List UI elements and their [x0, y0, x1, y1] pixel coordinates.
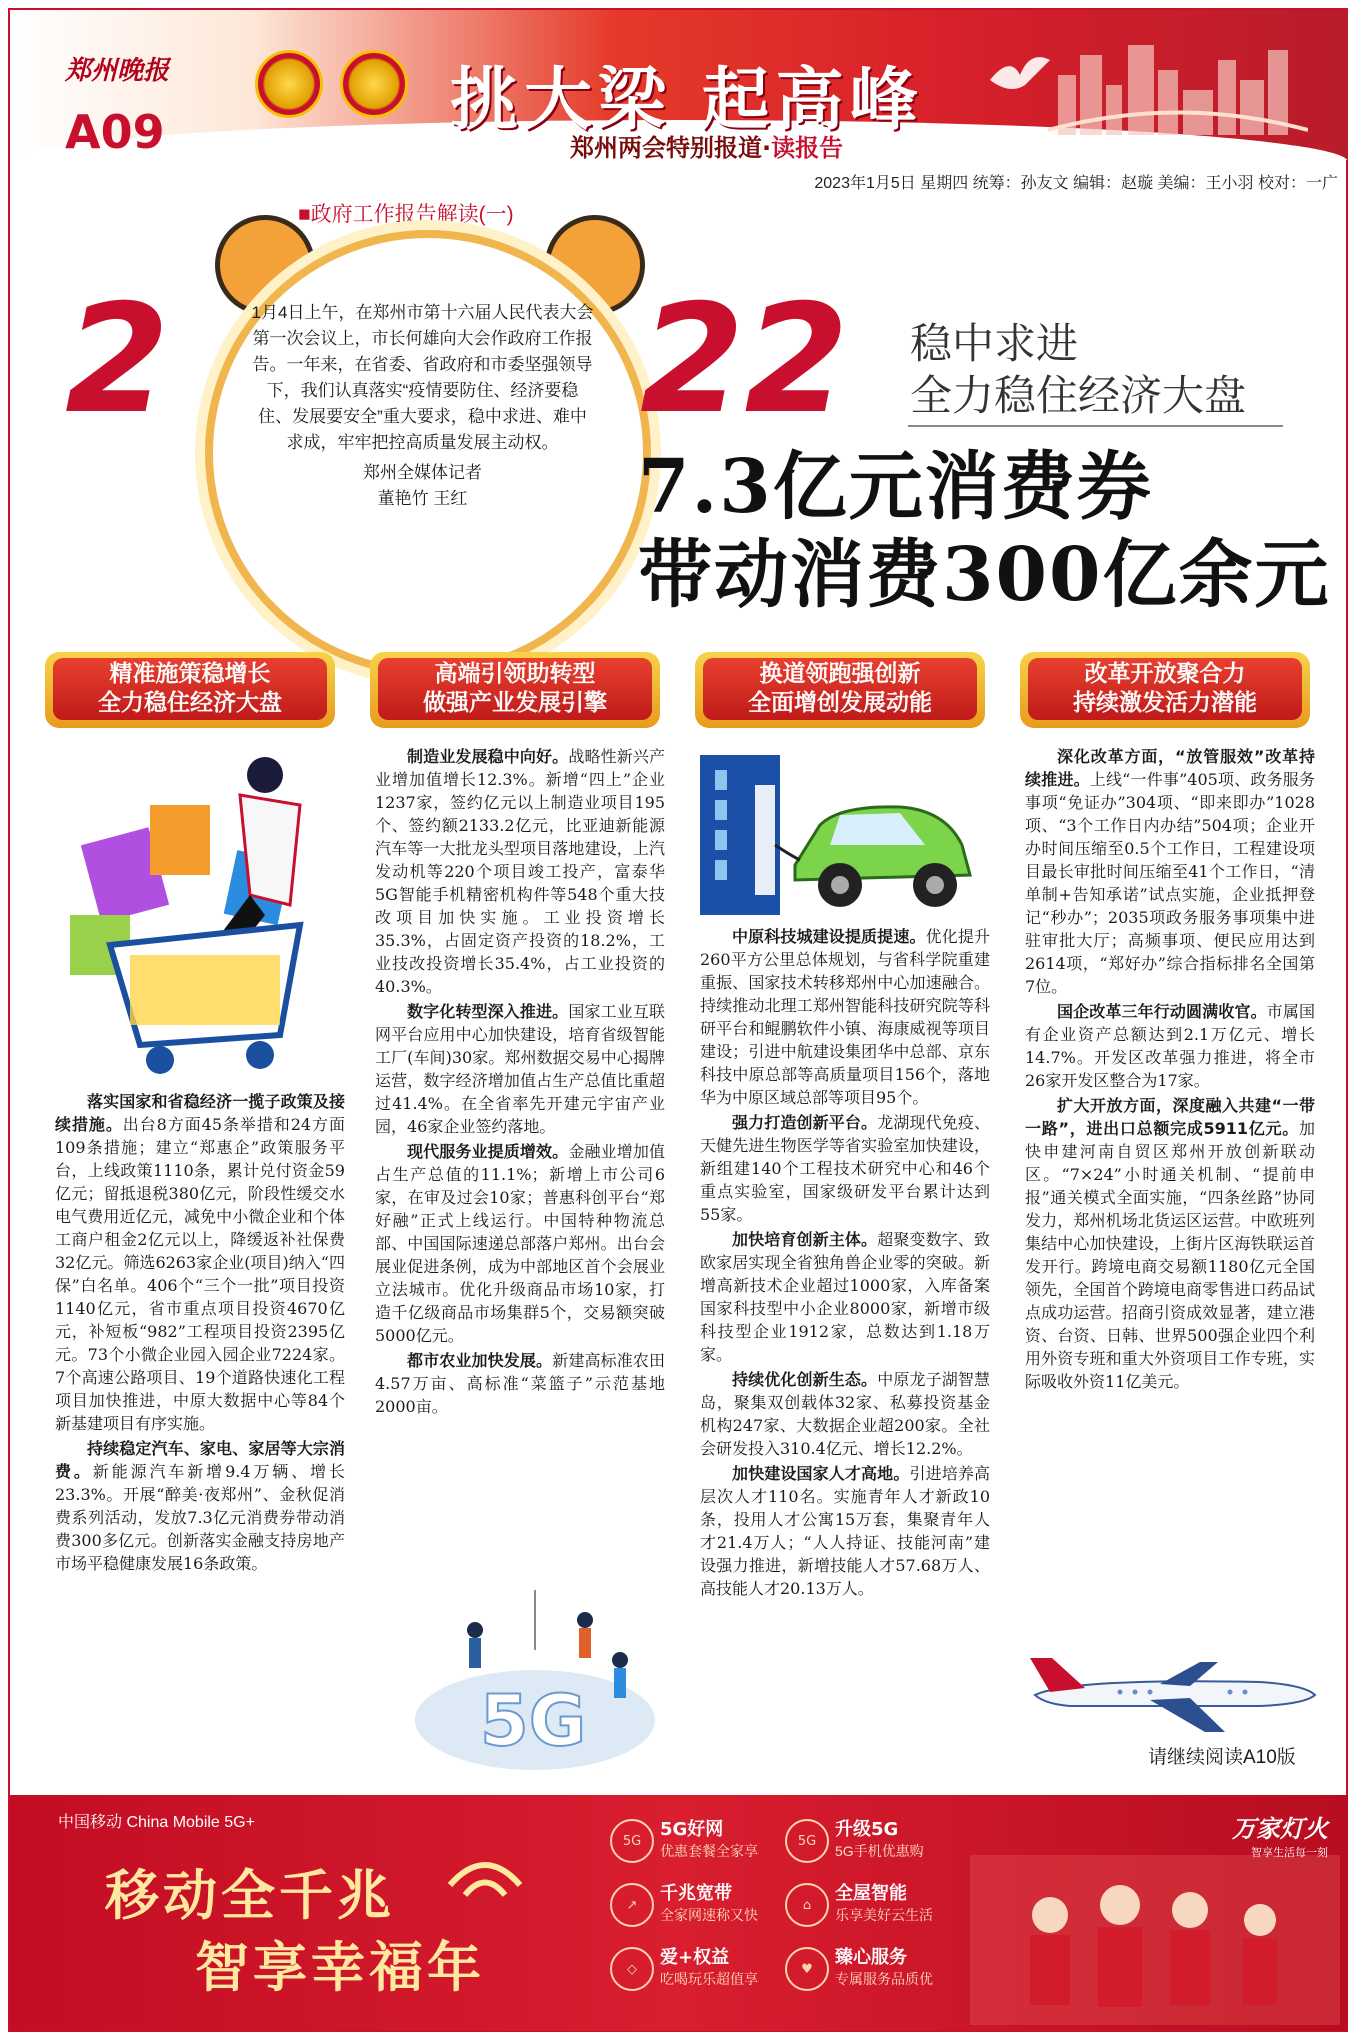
ad-title-2: 智享幸福年	[195, 1936, 485, 1999]
special-report-label: 郑州两会特别报道·读报告	[570, 134, 844, 160]
pillar-heading-1: 精准施策稳增长 全力稳住经济大盘	[45, 652, 335, 728]
ad-brand: 万家灯火 智享生活每一刻	[1232, 1815, 1328, 1859]
diamond-icon: ◇	[610, 1947, 654, 1991]
column-2	[375, 745, 665, 1420]
divider	[908, 425, 1283, 427]
topic-title	[910, 318, 1246, 422]
rocket-icon: ↗	[610, 1883, 654, 1927]
5g-illustration	[385, 1580, 675, 1780]
paragraph: 现代服务业提质增效。金融业增加值占生产总值的11.1%；新增上市公司6家，在审及过会10家；普惠科创平台“郑好融”正式上线运行。中国特种物流总部、中国国际速递总部落户郑州。出台会展业促进条例，成为中部地区首个会展业立法城市。优化升级商品市场10家，打造千亿级商品市场集群5个，交易额突破5000亿元。	[375, 1142, 665, 1345]
paragraph: 都市农业加快发展。新建高标准农田4.57万亩、高标准“菜篮子”示范基地2000亩。	[375, 1351, 665, 1416]
intro-box	[250, 300, 595, 512]
ad-feature: ◇ 爱+权益 吃喝玩乐超值享	[610, 1941, 770, 1997]
paragraph: 强力打造创新平台。龙湖现代免疫、天健先进生物医学等省实验室加快建设，新组建140个工程技术研究中心和46个重点实验室，国家级研发平台累计达到55家。	[700, 1113, 990, 1224]
paragraph: 扩大开放方面，深度融入共建“一带一路”，进出口总额完成5911亿元。加快申建河南自贸区郑州开放创新联动区。“7×24”小时通关机制、“提前申报”通关模式全面实施，“四条丝路”协同发力，郑州机场北货运区运营。中欧班列集结中心加快建设，上街片区海铁联运首发开行。跨境电商交易额1180亿元全国领先，全国首个跨境电商零售进口药品试点成功运营。招商引资成效显著，建立港资、台资、日韩、世界500强企业四个利用外资专班和重大外资项目工作专班，实际吸收外资11亿美元。	[1025, 1096, 1315, 1391]
phone-icon: 5G	[785, 1819, 829, 1863]
shopping-illustration	[50, 745, 350, 1085]
family-photo	[970, 1855, 1340, 2025]
byline-names: 董艳竹 王红	[377, 489, 468, 508]
dove-icon	[985, 50, 1055, 100]
home-icon: ⌂	[785, 1883, 829, 1927]
pillar-heading-3: 换道领跑强创新 全面增创发展动能	[695, 652, 985, 728]
big-digit-left: 2	[65, 273, 170, 447]
advertisement	[10, 1795, 1348, 2031]
paragraph: 制造业发展稳中向好。战略性新兴产业增加值增长12.3%。新增“四上”企业1237家，签约亿元以上制造业项目195个、签约额2133.2亿元，比亚迪新能源汽车等一大批龙头型项目落地建设，上汽发动机等220个项目竣工投产，富泰华5G智能手机精密机构件等548个重大技改项目加快实施。工业投资增长35.3%，占固定资产投资的18.2%，工业技改投资增长35.4%，占工业投资的40.3%。	[375, 747, 665, 996]
issue-meta: 2023年1月5日 星期四 统筹：孙友文 编辑：赵璇 美编：王小羽 校对：一广	[814, 175, 1338, 192]
paragraph: 加快建设国家人才高地。引进培养高层次人才110名。实施青年人才新政10条，投用人才公寓15万套，集聚青年人才21.4万人；“人人持证、技能河南”建设强力推进，新增技能人才57.68万人、高技能人才20.13万人。	[700, 1464, 990, 1598]
slogan: 挑大梁 起高峰	[450, 61, 924, 140]
intro-text: 1月4日上午，在郑州市第十六届人民代表大会第一次会议上，市长何雄向大会作政府工作报告。一年来，在省委、省政府和市委坚强领导下，我们认真落实“疫情要防住、经济要稳住、发展要安全”重大要求，稳中求进、难中求成，牢牢把控高质量发展主动权。	[251, 303, 594, 452]
paragraph: 深化改革方面，“放管服效”改革持续推进。上线“一件事”405项、政务服务事项“免证办”304项、“即来即办”1028项、“3个工作日内办结”504项；企业开办时间压缩至0.5个工作日，工程建设项目最长审批时间压缩至41个工作日，“清单制+告知承诺”试点实施，企业抵押登记“秒办”；2035项政务服务事项集中进驻审批大厅；高频事项、便民应用达到2614项，“郑好办”综合指标排名全国第7位。	[1025, 747, 1315, 996]
paragraph: 国企改革三年行动圆满收官。市属国有企业资产总额达到2.1万亿元、增长14.7%。开发区改革强力推进，将全市26家开发区整合为17家。	[1025, 1002, 1315, 1090]
ad-title-1: 移动全千兆	[105, 1864, 395, 1927]
5g-icon: 5G	[610, 1819, 654, 1863]
paragraph: 中原科技城建设提质提速。优化提升260平方公里总体规划，与省科学院重建重振、国家技术转移郑州中心加速融合。持续推动北理工郑州智能科技研究院等科研平台和鲲鹏软件小镇、海康威视等项目建设；引进中航建设集团华中总部、京东科技中原总部等高质量项目156个，落地华为中原区域总部等项目95个。	[700, 927, 990, 1107]
svg-text:5G: 5G	[480, 1680, 587, 1762]
pillar-heading-4: 改革开放聚合力 持续激发活力潜能	[1020, 652, 1310, 728]
column-3	[700, 925, 990, 1602]
wifi-signal-icon	[440, 1825, 530, 1915]
paper-name: 郑州晚报	[65, 56, 170, 86]
page-number: A09	[65, 105, 165, 159]
ad-feature: ⌂ 全屋智能 乐享美好云生活	[785, 1877, 945, 1933]
pillar-heading-2: 高端引领助转型 做强产业发展引擎	[370, 652, 660, 728]
ad-feature: 5G 5G好网 优惠套餐全家享	[610, 1813, 770, 1869]
paragraph: 持续稳定汽车、家电、家居等大宗消费。新能源汽车新增9.4万辆、增长23.3%。开展“醉美·夜郑州”、金秋促消费系列活动，发放7.3亿元消费券带动消费300多亿元。创新落实金融支持房地产市场平稳健康发展16条政策。	[55, 1439, 345, 1573]
airplane-illustration	[1030, 1640, 1320, 1735]
topic-line-2: 全力稳住经济大盘	[910, 372, 1247, 419]
byline-org: 郑州全媒体记者	[363, 463, 482, 482]
topic-line-1: 稳中求进	[910, 320, 1079, 367]
headline-line-1: 7.3亿元消费券	[638, 444, 1153, 530]
headline	[638, 443, 1330, 619]
big-digit-right: 22	[640, 273, 849, 447]
ev-charging-illustration	[700, 745, 990, 920]
column-1	[55, 1090, 345, 1577]
city-skyline-icon	[1048, 35, 1308, 135]
paragraph: 加快培育创新主体。超聚变数字、致欧家居实现全省独角兽企业零的突破。新增高新技术企业超过1000家，入库备案国家科技型中小企业8000家，新增市级科技型企业1912家，总数达到1.18万家。	[700, 1230, 990, 1364]
paragraph: 落实国家和省稳经济一揽子政策及接续措施。出台8方面45条举措和24方面109条措施；建立“郑惠企”政策服务平台，上线政策1110条，累计兑付资金59亿元；留抵退税380亿元，阶段性缓交水电气费用近亿元，减免中小微企业和个体工商户租金2亿元以上，降缓返补社保费32亿元。筛选6263家企业(项目)纳入“四保”白名单。406个“三个一批”项目投资1140亿元，省市重点项目投资4670亿元，补短板“982”工程项目投资2395亿元。73个小微企业园入园企业7224家。7个高速公路项目、19个道路快速化工程项目加快推进，中原大数据中心等84个新基建项目有序实施。	[55, 1092, 345, 1433]
paragraph: 数字化转型深入推进。国家工业互联网平台应用中心加快建设，培育省级智能工厂(车间)30家。郑州数据交易中心揭牌运营，数字经济增加值占生产总值比重超过41.4%。在全省率先开建元宇宙产业园，46家企业签约落地。	[375, 1002, 665, 1136]
national-emblem-icon	[255, 50, 323, 118]
ad-feature: ♥ 臻心服务 专属服务品质优	[785, 1941, 945, 1997]
continue-note: 请继续阅读A10版	[1148, 1747, 1296, 1768]
masthead	[10, 10, 1348, 160]
ad-feature: ↗ 千兆宽带 全家网速称又快	[610, 1877, 770, 1933]
column-4	[1025, 745, 1315, 1395]
section-tag: ■政府工作报告解读(一)	[298, 203, 514, 226]
heart-icon: ♥	[785, 1947, 829, 1991]
headline-line-2: 带动消费300亿余元	[638, 532, 1331, 618]
china-mobile-logo: 中国移动 China Mobile 5G+	[58, 1814, 255, 1831]
ad-feature: 5G 升级5G 5G手机优惠购	[785, 1813, 945, 1869]
cppcc-emblem-icon	[340, 50, 408, 118]
paragraph: 持续优化创新生态。中原龙子湖智慧岛，聚集双创载体32家、私募投资基金机构247家、大数据企业超200家。全社会研发投入310.4亿元、增长12.2%。	[700, 1370, 990, 1458]
